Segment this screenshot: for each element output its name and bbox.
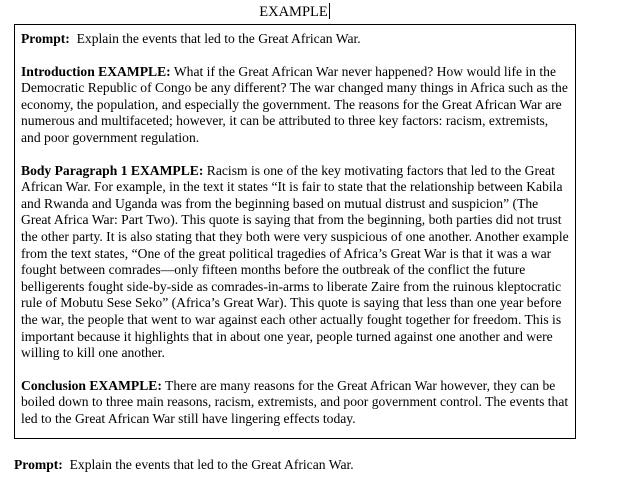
footer-prompt [14,457,354,474]
text-cursor [329,3,330,19]
introduction-label: Introduction EXAMPLE: [21,63,171,79]
body-paragraph-1 [21,163,569,362]
conclusion-paragraph [21,378,569,428]
conclusion-text: There are many reasons for the Great African War however, they can be boiled down to three main reasons, racism, extremists, and poor government control. The events that led to the Great African War still have lingering effects today. [21,377,569,426]
box-prompt-text: Explain the events that led to the Great African War. [76,31,361,46]
introduction-text: What if the Great African War never happened? How would life in the Democratic Republic of Congo be any different? The war changed many things in Africa such as the economy, the population, and especially the government. The reasons for the Great African War are numerous and multifaceted; however, it can be attributed to three key factors: racism, extremists, and poor government regulation. [21,63,568,145]
box-prompt-label: Prompt: [21,31,70,46]
document-title-text: EXAMPLE [259,4,328,20]
document-title[interactable] [0,3,589,21]
body-paragraph-1-text: Racism is one of the key motivating factors that led to the Great African War. For example, in the text it states “It is fair to state that the relationship between Kabila and Rwanda and Uganda was from the beginning based on mutual distrust and suspicion” (The Great Africa War: Part Two). This quote is saying that from the beginning, both parties did not trust the other party. It is also stating that they both were very suspicious of one another. Another example from the text states, “One of the great political tragedies of Africa’s Great War is that it was a war fought between comrades—only fifteen months before the outbreak of the conflict the future belligerents fought side-by-side as comrades-in-arms to liberate Zaire from the ruinous kleptocratic rule of Mobutu Sese Seko” (Africa’s Great War). This quote is saying that less than one year before the war, the people that went to war against each other actually fought together for freedom. This is important because it highlights that in about one year, people turned against one another and were willing to kill one another. [21,162,569,361]
body-paragraph-1-label: Body Paragraph 1 EXAMPLE: [21,162,204,178]
introduction-paragraph [21,64,569,147]
example-text-box[interactable] [14,24,576,439]
conclusion-label: Conclusion EXAMPLE: [21,377,162,393]
footer-prompt-text: Explain the events that led to the Great African War. [69,457,354,472]
footer-prompt-label: Prompt: [14,457,63,472]
box-prompt [21,31,569,48]
